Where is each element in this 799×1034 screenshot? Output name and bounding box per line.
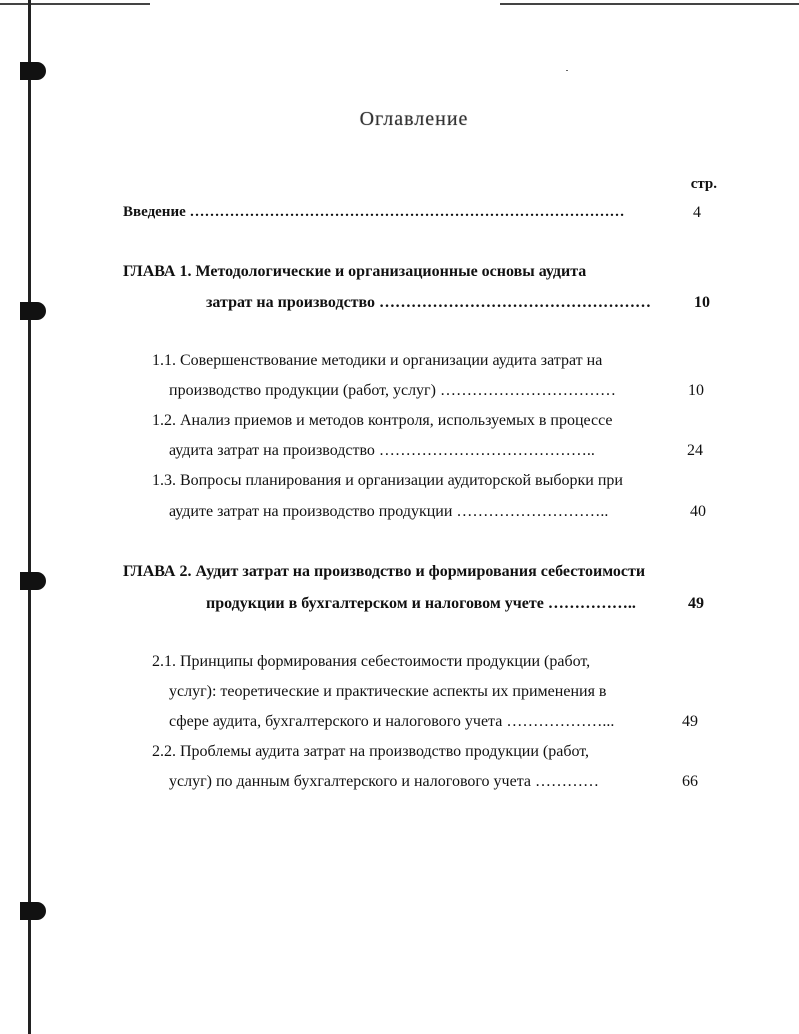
scan-line: [0, 3, 150, 5]
section-entry: 2.1. Принципы формирования себестоимости продукции (работ,: [152, 653, 591, 670]
binder-edge: [28, 0, 31, 1034]
scan-line: [500, 3, 799, 5]
toc-intro-page: 4: [693, 204, 701, 221]
section-entry: 1.1. Совершенствование методики и организации аудита затрат на: [152, 352, 603, 369]
scan-speck: [566, 70, 568, 71]
binder-hole: [20, 572, 46, 590]
chapter-heading: ГЛАВА 1. Методологические и организационные основы аудита: [123, 263, 587, 280]
section-entry: 1.3. Вопросы планирования и организации аудиторской выборки при: [152, 472, 623, 489]
binder-hole: [20, 62, 46, 80]
section-entry-cont: услуг) по данным бухгалтерского и налогового учета …………: [169, 773, 599, 790]
binder-hole: [20, 302, 46, 320]
section-page: 49: [682, 713, 698, 730]
chapter-heading-cont: продукции в бухгалтерском и налоговом учете ……………..: [206, 595, 636, 612]
section-entry: 1.2. Анализ приемов и методов контроля, используемых в процессе: [152, 412, 613, 429]
section-page: 66: [682, 773, 698, 790]
toc-intro: Введение ……………………………………………………………………………: [123, 204, 625, 220]
chapter-page: 49: [688, 595, 704, 612]
section-entry: 2.2. Проблемы аудита затрат на производство продукции (работ,: [152, 743, 590, 760]
section-page: 10: [688, 382, 704, 399]
toc-title: Оглавление: [359, 108, 469, 130]
section-page: 24: [687, 442, 703, 459]
section-entry-cont: аудите затрат на производство продукции ………………………..: [169, 503, 609, 520]
binder-hole: [20, 902, 46, 920]
section-entry-cont: аудита затрат на производство …………………………………..: [169, 442, 595, 459]
chapter-heading-cont: затрат на производство ……………………………………………: [206, 294, 652, 311]
section-entry-cont: услуг): теоретические и практические аспекты их применения в: [169, 683, 607, 700]
page-column-label: стр.: [690, 176, 717, 192]
chapter-heading: ГЛАВА 2. Аудит затрат на производство и формирования себестоимости: [123, 563, 646, 580]
section-page: 40: [690, 503, 706, 520]
chapter-page: 10: [694, 294, 710, 311]
section-entry-cont: сфере аудита, бухгалтерского и налогового учета ………………...: [169, 713, 615, 730]
section-entry-cont: производство продукции (работ, услуг) ……………………………: [169, 382, 616, 399]
